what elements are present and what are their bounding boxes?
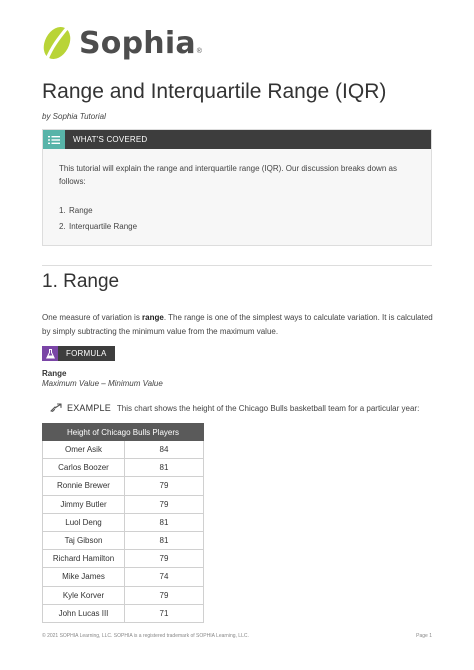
byline: by Sophia Tutorial <box>42 112 106 121</box>
table-row <box>43 604 204 622</box>
whats-covered-body <box>43 149 431 233</box>
player-height: 79 <box>125 586 204 604</box>
player-height: 79 <box>125 477 204 495</box>
player-name: Jimmy Butler <box>43 495 125 513</box>
registered-mark: ® <box>196 48 202 55</box>
whats-covered-box <box>42 129 432 246</box>
table-row <box>43 477 204 495</box>
player-name: Omer Asik <box>43 441 125 459</box>
link-icon <box>50 403 62 413</box>
player-name: Ronnie Brewer <box>43 477 125 495</box>
range-term: range <box>142 313 164 322</box>
table-row <box>43 495 204 513</box>
table-row <box>43 568 204 586</box>
sophia-logo <box>42 22 202 64</box>
player-name: Taj Gibson <box>43 531 125 549</box>
sophia-leaf-icon <box>42 23 72 63</box>
page-footer <box>42 633 432 639</box>
player-name: Carlos Boozer <box>43 459 125 477</box>
player-name: John Lucas III <box>43 604 125 622</box>
formula-badge <box>42 346 115 361</box>
player-height: 71 <box>125 604 204 622</box>
flask-icon <box>42 346 58 361</box>
player-height: 74 <box>125 568 204 586</box>
list-item-range: Range <box>69 206 93 215</box>
example-text: This chart shows the height of the Chicago Bulls basketball team for a particular year: <box>116 403 420 413</box>
section-title: 1. Range <box>42 271 120 292</box>
logo-wordmark: Sophia <box>79 25 196 61</box>
page-title: Range and Interquartile Range (IQR) <box>42 80 387 103</box>
player-height: 79 <box>125 495 204 513</box>
range-paragraph: One measure of variation is range. The range is one of the simplest ways to calculate variation. It is calculated by simply subtracting the minimum value from the maximum value. <box>42 313 433 336</box>
list-item-iqr: Interquartile Range <box>69 221 138 231</box>
page-number: Page 1 <box>416 633 432 639</box>
list-item: 2. Interquartile Range <box>59 221 415 234</box>
table-header-row <box>43 424 204 441</box>
table-header: Height of Chicago Bulls Players <box>43 424 204 441</box>
formula-label: FORMULA <box>66 349 107 358</box>
table-row <box>43 550 204 568</box>
whats-covered-intro: This tutorial will explain the range and interquartile range (IQR). Our discussion breaks down as follows: <box>59 164 397 186</box>
list-icon <box>43 130 65 149</box>
whats-covered-list <box>59 205 415 233</box>
example-label: EXAMPLE <box>67 403 111 413</box>
player-height: 81 <box>125 459 204 477</box>
player-name: Kyle Korver <box>43 586 125 604</box>
player-height: 79 <box>125 550 204 568</box>
player-name: Mike James <box>43 568 125 586</box>
list-item: 1. Range <box>59 205 415 218</box>
table-row <box>43 586 204 604</box>
example-line <box>50 403 419 413</box>
formula-expression: Maximum Value – Minimum Value <box>42 379 163 388</box>
player-height: 84 <box>125 441 204 459</box>
table-row <box>43 531 204 549</box>
formula-name: Range <box>42 369 67 378</box>
whats-covered-label: WHAT'S COVERED <box>73 135 148 144</box>
table-row <box>43 459 204 477</box>
player-name: Richard Hamilton <box>43 550 125 568</box>
copyright-text: © 2021 SOPHIA Learning, LLC. SOPHIA is a registered trademark of SOPHIA Learning, LLC. <box>42 633 249 639</box>
section-divider <box>42 265 432 266</box>
player-name: Luol Deng <box>43 513 125 531</box>
whats-covered-header <box>43 130 431 149</box>
player-height: 81 <box>125 531 204 549</box>
player-height: 81 <box>125 513 204 531</box>
table-row <box>43 441 204 459</box>
table-row <box>43 513 204 531</box>
bulls-height-table <box>42 423 204 623</box>
